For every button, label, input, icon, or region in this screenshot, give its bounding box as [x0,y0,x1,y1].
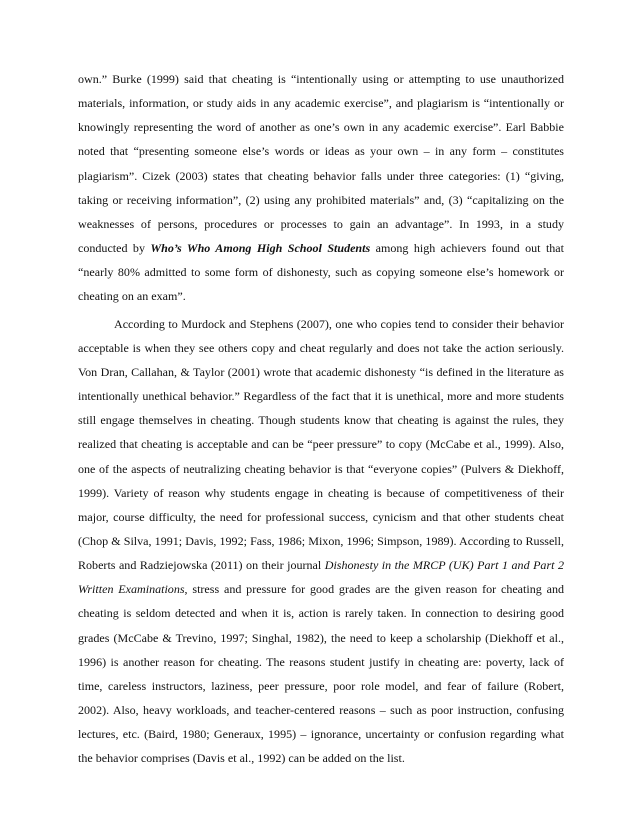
paragraph-2-text-a: According to Murdock and Stephens (2007), one who copies tend to consider their behavior acceptable is when they see others copy and cheat regularly and does not take the action seriously. Von Dran, Callahan, & Taylor (2001) wrote that academic dishonesty “is defined in the literature as intentionally unethical behavior.” Regardless of the fact that it is unethical, more and more students still engage themselves in cheating. Though students know that cheating is against the rules, they realized that cheating is acceptable and can be “peer pressure” to copy (McCabe et al., 1999). Also, one of the aspects of neutralizing cheating behavior is that “everyone copies” (Pulvers & Diekhoff, 1999). Variety of reason why students engage in cheating is because of competitiveness of their major, course difficulty, the need for professional success, cynicism and that other students cheat (Chop & Silva, 1991; Davis, 1992; Fass, 1986; Mixon, 1996; Simpson, 1989). According to Russell, Roberts and Radziejowska (2011) on their journal [78,316,564,573]
paragraph-1 [78,67,564,309]
document-body [78,67,564,771]
paragraph-2 [78,312,564,771]
publication-title: Who’s Who Among High School Students [150,241,371,256]
paragraph-2-text-b: , stress and pressure for good grades are the given reason for cheating and cheating is seldom detected and when it is, action is rarely taken. In connection to desiring good grades (McCabe & Trevino, 1997; Singhal, 1982), the need to keep a scholarship (Diekhoff et al., 1996) is another reason for cheating. The reasons student justify in cheating are: poverty, lack of time, careless instructors, laziness, peer pressure, poor role model, and fear of failure (Robert, 2002). Also, heavy workloads, and teacher-centered reasons – such as poor instruction, confusing lectures, etc. (Baird, 1980; Generaux, 1995) – ignorance, uncertainty or confusion regarding what the behavior comprises (Davis et al., 1992) can be added on the list. [78,582,564,766]
journal-title: Dishonesty in the MRCP (UK) Part 1 and Part 2 Written Examinations [78,558,564,597]
paragraph-1-text-b: among high achievers found out that “nearly 80% admitted to some form of dishonesty, such as copying someone else’s homework or cheating on an exam”. [78,241,565,304]
paragraph-1-text-a: own.” Burke (1999) said that cheating is “intentionally using or attempting to use unauthorized materials, information, or study aids in any academic exercise”, and plagiarism is “intentionally or knowingly representing the word of another as one’s own in any academic exercise”. Earl Babbie noted that “presenting someone else’s words or ideas as your own – in any form – constitutes plagiarism”. Cizek (2003) states that cheating behavior falls under three categories: (1) “giving, taking or receiving information”, (2) using any prohibited materials” and, (3) “capitalizing on the weaknesses of persons, procedures or processes to gain an advantage”. In 1993, in a study conducted by [78,72,564,256]
